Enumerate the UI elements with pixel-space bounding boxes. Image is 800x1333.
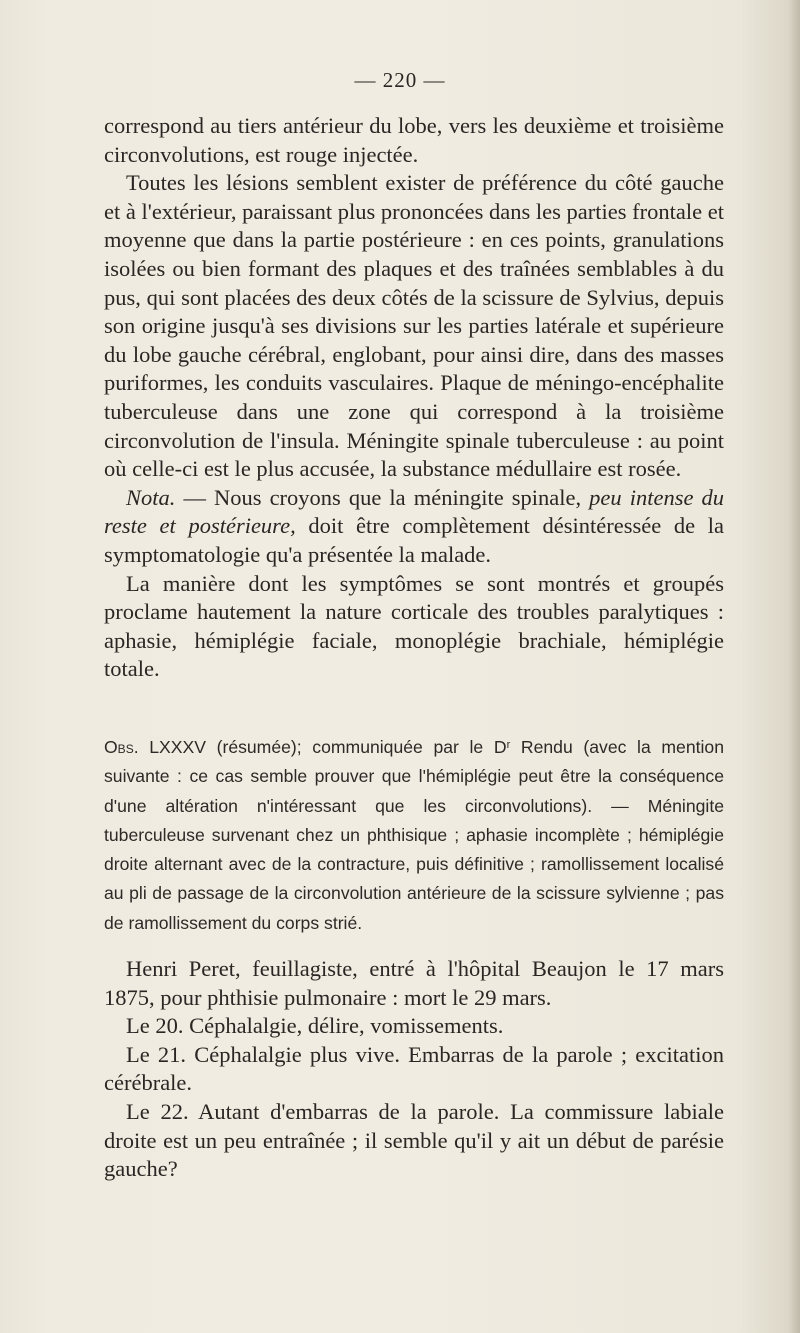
nota-label: Nota. <box>126 484 176 510</box>
case-text-block <box>104 955 724 1184</box>
paragraph-continuation: correspond au tiers antérieur du lobe, vers les deuxième et troisième circonvolutions, est rouge injectée. <box>104 113 724 167</box>
nota-text-2: doit être complètement désintéressée de la symptomatologie qu'a présentée la malade. <box>104 513 724 567</box>
paragraph-day-21: Le 21. Céphalalgie plus vive. Embarras de la parole ; excitation cérébrale. <box>104 1041 724 1096</box>
observation-text-1: (résumée); communiquée par le D <box>205 737 507 757</box>
paragraph-day-22: Le 22. Autant d'embarras de la parole. La commissure labiale droite est un peu entraînée ; il semble qu'il y ait un début de parésie gauche? <box>104 1098 724 1182</box>
page-number: — 220 — <box>354 68 446 92</box>
nota-text-1: — Nous croyons que la méningite spinale, <box>175 484 590 510</box>
page-edge-shadow <box>788 0 800 1333</box>
doctor-superscript: r <box>506 739 511 751</box>
paragraph-symptoms: La manière dont les symptômes se sont montrés et groupés proclame hautement la nature corticale des troubles paralytiques : aphasie, hémiplégie faciale, monoplégie brachiale, hémiplégie totale. <box>104 570 724 682</box>
paragraph-day-20: Le 20. Céphalalgie, délire, vomissements. <box>126 1013 504 1039</box>
paragraph-lesions: Toutes les lésions semblent exister de préférence du côté gauche et à l'extérieur, paraissant plus prononcées dans les parties frontale et moyenne que dans la partie postérieure : en ces points, granulations isolées ou bien formant des plaques et des traînées semblables à du pus, qui sont placées des deux côtés de la scissure de Sylvius, depuis son origine jusqu'à ses divisions sur les parties latérale et supérieure du lobe gauche cérébral, englobant, pour ainsi dire, dans des masses puriformes, les conduits vasculaires. Plaque de méningo-encéphalite tuberculeuse dans une zone qui correspond à la troisième circonvolution de l'insula. Méningite spinale tuberculeuse : au point où celle-ci est le plus accusée, la substance médullaire est rosée. <box>104 170 724 482</box>
paragraph-patient: Henri Peret, feuillagiste, entré à l'hôpital Beaujon le 17 mars 1875, pour phthisie pulmonaire : mort le 29 mars. <box>104 956 724 1010</box>
observation-text-2: Rendu (avec la mention suivante : ce cas semble prouver que l'hémiplégie peut être la conséquence d'une altération n'intéressant que les circonvolutions). — Méningite tuberculeuse survenant chez un phthisique ; aphasie incomplète ; hémiplégie droite alternant avec de la contracture, puis définitive ; ramollissement localisé au pli de passage de la circonvolution antérieure de la scissure sylvienne ; pas de ramollissement du corps strié. <box>104 737 724 933</box>
nota-italic: peu intense du reste et postérieure, <box>104 484 724 539</box>
observation-label: Obs. LXXXV <box>104 737 206 757</box>
observation-paragraph <box>104 731 724 938</box>
observation-block <box>104 731 724 938</box>
main-text-block <box>104 112 724 684</box>
paragraph-nota <box>104 484 724 570</box>
